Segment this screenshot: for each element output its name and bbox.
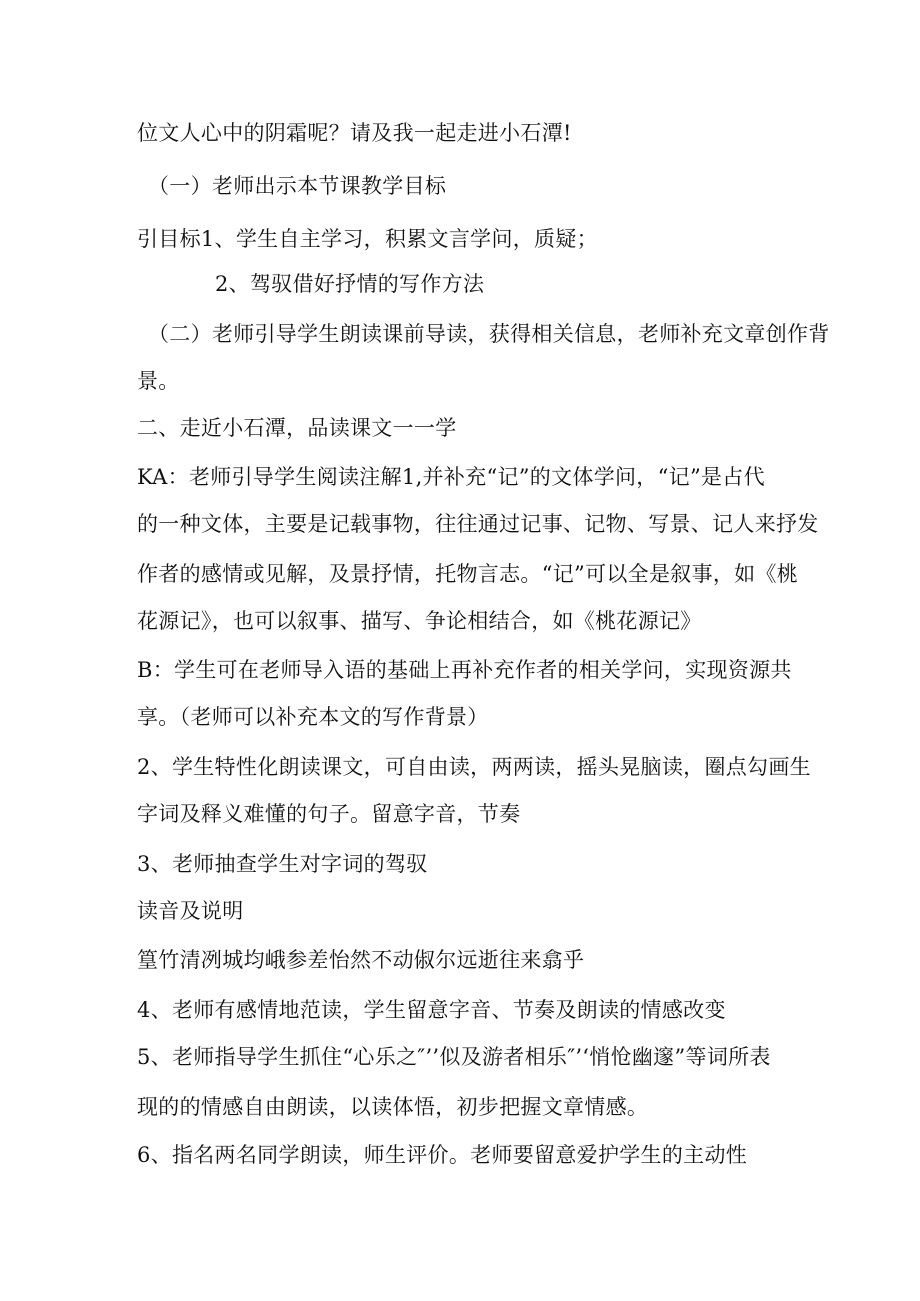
- text-line: 作者的感情或见解，及景抒情，托物言志。“记”可以全是叙事，如《桃: [137, 562, 799, 586]
- text-line: （二）老师引导学生朗读课前导读，获得相关信息，老师补充文章创作背: [148, 322, 830, 346]
- text-line: 字词及释义难懂的句子。留意字音，节奏: [137, 802, 521, 826]
- text-line: 3、老师抽查学生对字词的驾驭: [137, 852, 428, 876]
- text-line: 位文人心中的阴霜呢？请及我一起走进小石潭!: [137, 121, 572, 145]
- text-line: B：学生可在老师导入语的基础上再补充作者的相关学问，实现资源共: [137, 658, 792, 682]
- text-line: 2、驾驭借好抒情的写作方法: [215, 272, 485, 296]
- text-line: KA：老师引导学生阅读注解1,并补充“记”的文体学问，“记”是占代: [137, 465, 765, 489]
- text-line: 享。（老师可以补充本文的写作背景）: [137, 705, 489, 729]
- text-line: 5、老师指导学生抓住“心乐之″’’似及游者相乐″’‘悄怆幽邃”等词所表: [137, 1045, 771, 1069]
- text-line: （一）老师出示本节课教学目标: [148, 174, 447, 198]
- text-line: 读音及说明: [137, 899, 244, 923]
- text-line: 花源记》，也可以叙事、描写、争论相结合，如《桃花源记》: [137, 609, 702, 633]
- text-line: 4、老师有感情地范读，学生留意字音、节奏及朗读的情感改变: [137, 998, 726, 1022]
- text-line: 6、指名两名同学朗读，师生评价。老师要留意爱护学生的主动性: [137, 1143, 748, 1167]
- text-line: 现的的情感自由朗读，以读体悟，初步把握文章情感。: [137, 1095, 649, 1119]
- text-line: 景。: [137, 369, 180, 393]
- text-line: 二、走近小石潭，品读课文一一学: [137, 416, 457, 440]
- text-line: 引目标1、学生自主学习，积累文言学问，质疑；: [137, 227, 598, 251]
- text-line: 篁竹清冽城均峨参差怡然不动俶尔远逝往来翕乎: [137, 948, 585, 972]
- text-line: 2、学生特性化朗读课文，可自由读，两两读，摇头晃脑读，圈点勾画生: [137, 755, 811, 779]
- text-line: 的一种文体，主要是记载事物，往往通过记事、记物、写景、记人来抒发: [137, 512, 819, 536]
